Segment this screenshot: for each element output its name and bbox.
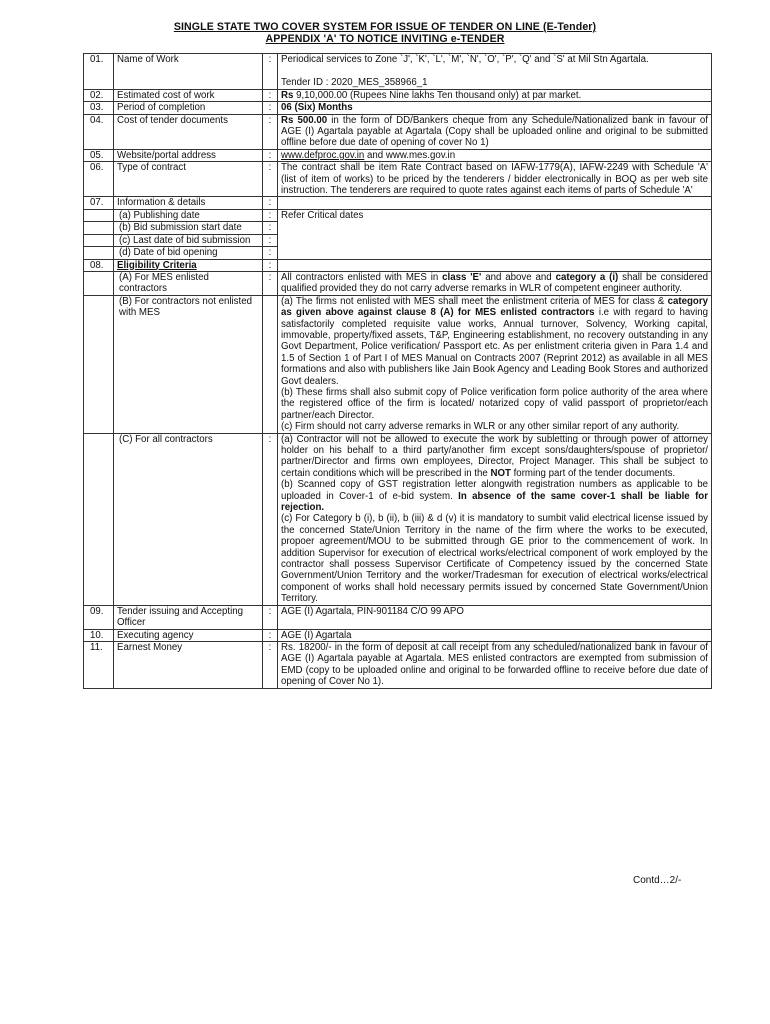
text-fragment: All contractors enlisted with MES in (281, 271, 443, 283)
tender-id-line (281, 77, 708, 88)
row-number (84, 222, 114, 234)
row-separator: : (263, 234, 278, 246)
non-mes-para-c: (c) Firm should not carry adverse remarks in WLR or any other similar report of any authority. (281, 421, 680, 433)
mes-enlisted-label: (A) For MES enlisted contractors (114, 271, 263, 295)
row-number: 03. (84, 102, 114, 114)
row-label: Tender issuing and Accepting Officer (114, 605, 263, 629)
row-number: 01. (84, 54, 114, 90)
table-row (84, 295, 712, 433)
row-number (84, 295, 114, 433)
all-contractors-value (278, 433, 712, 605)
text-fragment: (a) Contractor will not be allowed to execute the work by subletting or through power of attorney holder on his behalf to a third party/another firm except sons/daughters/spouse of proprietor/ partner/Director and firms own employees, Director, Project Manager. This shall be subject to certain conditions which will be prescribed in the (281, 433, 708, 479)
critical-dates-value: Refer Critical dates (278, 209, 712, 259)
table-row (84, 197, 712, 209)
row-separator: : (263, 247, 278, 259)
non-mes-value (278, 295, 712, 433)
row-separator: : (263, 222, 278, 234)
non-mes-para-b: (b) These firms shall also submit copy of Police verification form police authority of the area where the registered office of the firm is located/ notarized copy of valid passport of proprietor/each partner/each Director. (281, 386, 708, 421)
tender-id: 2020_MES_358966_1 (331, 77, 428, 89)
table-row (84, 89, 712, 101)
text-fragment: i.e with regard to having satisfactorily completed requisite value works, Annual turnover, Solvency, Working capital, immovable, property/fixed assets, T&P, Engineering establishment, no recovery outstanding in any Govt Department, Police verification/ Passport etc. As per enlistment criteria given in Para 1.4 and 1.5 of Section 1 of Part I of MES Manual on Contracts 2007 (Reprint 2012) as available in all MES formations and also with publishers like Jain Book Agency and Leading Book Stores and authorized Govt dealers. (281, 307, 709, 387)
row-value: Rs. 18200/- in the form of deposit at call receipt from any scheduled/nationalized bank in favour of AGE (I) Agartala payable at Agartala. MES enlisted contractors are exempted from submission of EMD (copy to be uploaded online and original to be forwarded offline to receive before due date of opening of Cover No 1). (278, 641, 712, 688)
row-number (84, 271, 114, 295)
name-of-work-text: Periodical services to Zone `J', `K', `L', `M', `N', `O', `P', `Q' and `S' at Mil Stn Agartala. (281, 54, 649, 65)
all-para-a (281, 434, 708, 480)
row-value (278, 54, 712, 90)
row-label: Information & details (114, 197, 263, 209)
row-separator: : (263, 89, 278, 101)
table-row (84, 114, 712, 149)
row-separator: : (263, 162, 278, 197)
all-contractors-label: (C) For all contractors (114, 433, 263, 605)
table-row (84, 54, 712, 90)
row-value (278, 259, 712, 271)
row-value: The contract shall be item Rate Contract based on IAFW-1779(A), IAFW-2249 with Schedule 'A' (list of item of works) to be priced by the tenderers / bidder electronically in BOQ as per web site instruction. The tenderers are required to quote rates against each items of parts of Schedule 'A' (278, 162, 712, 197)
row-number: 02. (84, 89, 114, 101)
row-number (84, 433, 114, 605)
row-number: 11. (84, 641, 114, 688)
text-fragment: shall be considered qualified provided they do not carry adverse remarks in WLR of competent engineer authority. (281, 271, 708, 295)
publishing-date-label: (a) Publishing date (114, 209, 263, 221)
row-separator: : (263, 271, 278, 295)
row-label: Executing agency (114, 629, 263, 641)
table-row (84, 641, 712, 688)
row-label: Eligibility Criteria (114, 259, 263, 271)
estimated-cost-text: 9,10,000.00 (Rupees Nine lakhs Ten thousand only) at par market. (293, 89, 582, 101)
row-separator: : (263, 197, 278, 209)
text-fragment: (a) The firms not enlisted with MES shall meet the enlistment criteria of MES for class & (281, 295, 668, 307)
text-fragment: and above and (481, 271, 556, 283)
row-number: 09. (84, 605, 114, 629)
bid-opening-label: (d) Date of bid opening (114, 247, 263, 259)
row-number: 08. (84, 259, 114, 271)
row-separator: : (263, 433, 278, 605)
bold-clause: category as given above against clause 8 (A) for MES enlisted contractors (281, 295, 708, 319)
table-row (84, 209, 712, 221)
row-separator: : (263, 641, 278, 688)
row-label: Website/portal address (114, 149, 263, 161)
row-label: Estimated cost of work (114, 89, 263, 101)
row-separator: : (263, 149, 278, 161)
table-row (84, 162, 712, 197)
row-number (84, 234, 114, 246)
non-mes-para-a (281, 296, 708, 387)
row-separator: : (263, 629, 278, 641)
row-value (278, 114, 712, 149)
row-label: Name of Work (114, 54, 263, 90)
table-row (84, 605, 712, 629)
row-value (278, 89, 712, 101)
document-subtitle: APPENDIX 'A' TO NOTICE INVITING e-TENDER (265, 33, 505, 45)
bid-last-date-label: (c) Last date of bid submission (114, 234, 263, 246)
category-text: category a (i) (555, 271, 619, 283)
tender-doc-amount: Rs 500.00 (281, 114, 328, 126)
table-row (84, 149, 712, 161)
all-para-b (281, 479, 708, 513)
rs-label: Rs (281, 89, 294, 101)
row-number: 10. (84, 629, 114, 641)
table-row (84, 433, 712, 605)
row-value: AGE (I) Agartala (278, 629, 712, 641)
class-text: class 'E' (442, 271, 482, 283)
table-row (84, 629, 712, 641)
continued-marker: Contd…2/- (633, 875, 682, 886)
rejection-text: In absence of the same cover-1 shall be liable for rejection. (281, 490, 708, 514)
row-label: Cost of tender documents (114, 114, 263, 149)
row-separator: : (263, 114, 278, 149)
mes-link[interactable]: www.mes.gov.in (385, 149, 456, 161)
link-conjunction: and (364, 149, 386, 161)
row-value (278, 149, 712, 161)
row-number: 04. (84, 114, 114, 149)
row-number (84, 247, 114, 259)
not-text: NOT (490, 467, 511, 479)
row-separator (263, 295, 278, 433)
row-number: 07. (84, 197, 114, 209)
text-fragment: (b) Scanned copy of GST registration letter alongwith registration numbers as applicable to be uploaded in Cover-1 of e-bid system. (281, 479, 708, 502)
row-separator: : (263, 605, 278, 629)
row-label: Type of contract (114, 162, 263, 197)
tender-details-table (83, 53, 712, 689)
row-number (84, 209, 114, 221)
defproc-link[interactable]: www.defproc.gov.in (281, 149, 365, 161)
non-mes-label: (B) For contractors not enlisted with MES (114, 295, 263, 433)
row-separator: : (263, 54, 278, 90)
row-value (278, 197, 712, 209)
row-label: Earnest Money (114, 641, 263, 688)
table-row (84, 271, 712, 295)
table-row (84, 259, 712, 271)
row-value: AGE (I) Agartala, PIN-901184 C/O 99 APO (278, 605, 712, 629)
row-number: 06. (84, 162, 114, 197)
mes-enlisted-value (278, 271, 712, 295)
document-title: SINGLE STATE TWO COVER SYSTEM FOR ISSUE OF TENDER ON LINE (E-Tender) (173, 21, 597, 33)
row-separator: : (263, 209, 278, 221)
row-number: 05. (84, 149, 114, 161)
row-separator: : (263, 102, 278, 114)
all-para-c: (c) For Category b (i), b (ii), b (iii) & d (v) it is mandatory to sumbit valid electrical license issued by the concerned State/Union Territory in the name of the firm where the works to be executed, propoer agreement/MOU to be submitted through GE prior to the commencement of work. In addition Supervisor for execution of electrical works/electrical component of work employed by the contractor shall possess Supervisor Certificate of Competency issued by the concerned State Government/Union Territory and the worker/Tradesman for execution of electrical works/electrical component of works shall hold necessary permits issued by concerned State Government/Union Territory. (281, 513, 708, 605)
row-separator: : (263, 259, 278, 271)
row-label: Period of completion (114, 102, 263, 114)
tender-doc-text: in the form of DD/Bankers cheque from any Schedule/Nationalized bank in favour of AGE (I) Agartala payable at Agartala (Copy shall be uploaded online and original to be submitted offline before due date of opening of cover No 1) (281, 114, 708, 149)
text-fragment: forming part of the tender documents. (510, 467, 676, 479)
table-row (84, 102, 712, 114)
row-value: 06 (Six) Months (278, 102, 712, 114)
bid-start-label: (b) Bid submission start date (114, 222, 263, 234)
tender-id-label: Tender ID : (281, 77, 332, 89)
